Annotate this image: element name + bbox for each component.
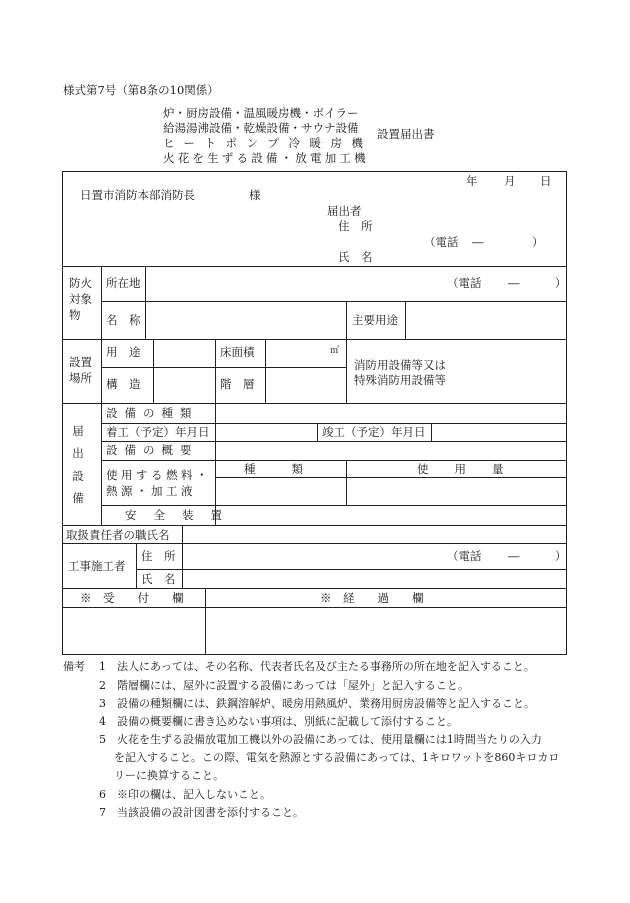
sqm-unit: ㎡ (330, 346, 340, 356)
remark-item: 2 階層欄には、屋外に設置する設備にあっては「屋外」と記入すること。 (99, 679, 469, 692)
rule (182, 543, 183, 589)
title-line-1 (163, 107, 366, 120)
fire-object-name-label: 名 称 (106, 313, 141, 327)
title-line-2 (163, 122, 366, 135)
phone-dash: ― (508, 276, 520, 290)
finish-date-label: 竣工（予定）年月日 (322, 425, 426, 439)
contractor-label: 工事施工者 (68, 559, 126, 573)
title-suffix: 設置届出書 (377, 127, 435, 141)
rule (62, 543, 567, 544)
fuel-label: 使用する燃料・ (106, 468, 211, 482)
addressee-honorific: 様 (249, 188, 261, 202)
side-char: 備 (72, 490, 84, 505)
rule (62, 339, 567, 340)
install-place-label: 場所 (69, 371, 92, 385)
remark-item: 7 当該設備の設計図書を添付すること。 (99, 806, 304, 819)
rule (317, 423, 318, 441)
phone-close: ） (532, 235, 544, 249)
rule (265, 339, 266, 403)
title-text: 給湯湯沸設備・乾燥設備・サウナ設備 (163, 121, 359, 135)
rule (136, 543, 137, 589)
rule (215, 477, 567, 478)
phone-dash: ― (472, 235, 484, 249)
rule (431, 423, 432, 441)
remark-item: 4 設備の概要欄に書き込めない事項は、別紙に記載して添付すること。 (99, 715, 458, 728)
rule (215, 339, 216, 403)
remark-item: 5 火花を生ずる設備放電加工機以外の設備にあっては、使用量欄には1時間当たりの入力 (99, 733, 542, 746)
contractor-address-label: 住 所 (141, 549, 176, 563)
start-date-label: 着工（予定）年月日 (106, 425, 210, 439)
rule (101, 460, 567, 461)
rule (405, 301, 406, 340)
contractor-name-label: 氏 名 (141, 572, 176, 586)
rule (153, 339, 154, 403)
equipment-side-label (71, 425, 85, 505)
fire-object-label: 防火 (69, 276, 92, 290)
rule (101, 301, 567, 302)
rule (101, 505, 567, 506)
rule (101, 423, 567, 424)
install-use-label: 用 途 (106, 345, 141, 359)
rule (62, 266, 567, 267)
rule (346, 301, 347, 403)
fire-equipment-label: 特殊消防用設備等 (354, 373, 446, 387)
rule (205, 588, 206, 655)
title-text: 炉・厨房設備・温風暖房機・ボイラー (163, 106, 359, 120)
rule (136, 569, 567, 570)
remark-item-continued: リーに換算すること。 (114, 769, 224, 782)
manager-label: 取扱責任者の職氏名 (66, 528, 170, 542)
phone-dash: ― (508, 549, 520, 563)
rule (182, 525, 183, 544)
remark-item: 6 ※印の欄は、記入しないこと。 (99, 788, 271, 801)
fire-object-label: 対象 (69, 292, 92, 306)
date-day: 日 (540, 174, 552, 188)
reception-label: ※ 受 付 欄 (80, 591, 184, 605)
notifier-name-label: 氏 名 (338, 250, 373, 264)
floor-level-label: 階 層 (220, 377, 255, 391)
rule (62, 171, 567, 172)
side-char: 設 (72, 468, 84, 483)
col-kind-header: 種類 (244, 462, 339, 476)
rule (62, 654, 567, 655)
rule (62, 403, 567, 404)
rule (62, 588, 567, 589)
equipment-kind-label: 設備の種類 (106, 406, 199, 420)
install-place-label: 設置 (69, 355, 92, 369)
rule (101, 367, 347, 368)
contractor-phone-label: （電話 (447, 549, 482, 563)
structure-label: 構 造 (106, 377, 141, 391)
rule (101, 441, 567, 442)
rule (145, 266, 146, 340)
rule (101, 266, 102, 526)
phone-close: ） (555, 549, 567, 563)
fire-object-label: 物 (69, 308, 81, 322)
remark-item-continued: を記入すること。この際、電気を熱源とする設備にあっては、1キロワットを860キロカロ (114, 751, 560, 764)
location-label: 所在地 (106, 276, 141, 290)
fire-equipment-label: 消防用設備等又は (354, 358, 446, 372)
notifier-label: 届出者 (327, 204, 362, 218)
side-char: 出 (72, 446, 84, 461)
floor-area-label: 床面積 (220, 345, 255, 359)
equipment-overview-label: 設備の概要 (106, 443, 199, 457)
location-phone-label: （電話 (447, 276, 482, 290)
title-line-4: 火花を生ずる設備・放電加工機 (163, 151, 369, 165)
main-use-label: 主要用途 (352, 313, 398, 327)
rule (346, 460, 347, 506)
side-char: 届 (72, 424, 84, 438)
fuel-label: 熱源・加工液 (106, 484, 196, 498)
remark-item: 1 法人にあっては、その名称、代表者氏名及び主たる事務所の所在地を記入すること。 (99, 660, 535, 673)
remarks-heading: 備考 (63, 660, 85, 673)
addressee: 日置市消防本部消防長 (80, 188, 195, 202)
date-month: 月 (504, 174, 516, 188)
rule (62, 607, 567, 608)
progress-label: ※ 経 過 欄 (320, 591, 424, 605)
col-usage-header: 使用量 (417, 462, 530, 476)
form-code: 様式第7号（第8条の10関係） (63, 83, 219, 97)
title-line-3: ヒートポンプ冷暖房機 (163, 136, 373, 150)
phone-close: ） (555, 276, 567, 290)
safety-device-label: 安全装置 (125, 508, 239, 522)
rule (62, 525, 567, 526)
notifier-phone-label: （電話 (424, 235, 459, 249)
rule (566, 171, 567, 655)
remark-item: 3 設備の種類欄には、鉄鋼溶解炉、暖房用熱風炉、業務用厨房設備等と記入すること。 (99, 697, 535, 710)
rule (62, 171, 63, 655)
date-year: 年 (466, 174, 478, 188)
notifier-address-label: 住 所 (338, 219, 373, 233)
